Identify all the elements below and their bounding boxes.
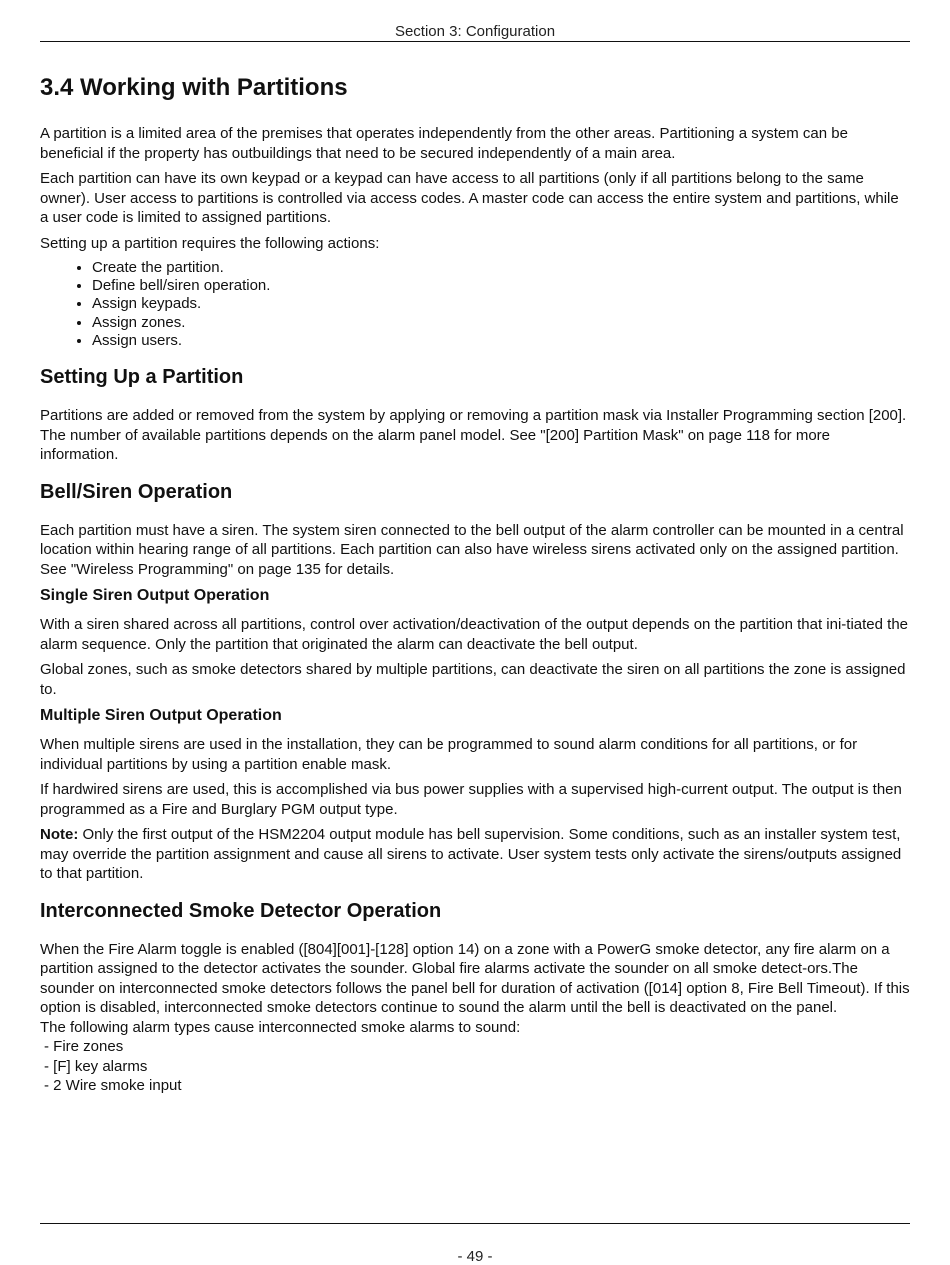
minor-heading: Single Siren Output Operation [40,587,270,605]
list-item: • Assign users. [92,332,910,350]
minor-heading: Multiple Siren Output Operation [40,707,282,725]
paragraph: A partition is a limited area of the premises that operates independently from the other areas. Partitioning a system can be beneficial if the property has outbuildings that need to be secured independently of a main area. [40,125,848,162]
paragraph: Each partition can have its own keypad or a keypad can have access to all partitions (only if all partitions belong to the same owner). User access to partitions is controlled via access codes. A master code can access the entire system and partitions, while a user code is limited to assigned partitions. [40,170,899,226]
paragraph: Each partition must have a siren. The system siren connected to the bell output of the alarm controller can be mounted in a central location within hearing range of all partitions. Each partition can also have wireless sirens activated only on the assigned partition. See "Wireless Programming" on page 135 for details. [40,521,904,578]
header-rule [40,41,910,42]
paragraph: If hardwired sirens are used, this is accomplished via bus power supplies with a supervised high-current output. The output is then programmed as a Fire and Burglary PGM output type. [40,781,902,818]
paragraph: Global zones, such as smoke detectors shared by multiple partitions, can deactivate the siren on all partitions the zone is assigned to. [40,661,906,698]
page-content [40,72,910,1096]
section-title: 3.4 Working with Partitions [40,74,348,101]
page-number: - 49 - [457,1248,493,1265]
note-paragraph [40,825,910,884]
list-item: - 2 Wire smoke input [44,1077,182,1095]
list-item: • Define bell/siren operation. [92,277,910,295]
note-label: Note: [40,826,79,844]
paragraph: Setting up a partition requires the following actions: [40,234,380,252]
subsection-title: Bell/Siren Operation [40,480,233,503]
list-item: - [F] key alarms [44,1057,148,1075]
paragraph: When the Fire Alarm toggle is enabled ([804][001]-[128] option 14) on a zone with a PowerG smoke detector, any fire alarm on a partition assigned to the detector activates the sounder. Global fire alarms activate the sounder on all smoke detect-ors.The sounder on interconnected smoke detectors follows the panel bell for duration of activation ([014] option 8, Fire Bell Timeout). If this option is disabled, interconnected smoke detectors continue to sound the alarm until the bell is deactivated on the panel. [40,940,910,1017]
paragraph: Partitions are added or removed from the system by applying or removing a partition mask via Installer Programming section [200]. The number of available partitions depends on the alarm panel model. See "[200] Partition Mask" on page 118 for more information. [40,407,907,464]
list-item: • Assign keypads. [92,295,910,313]
subsection-title: Interconnected Smoke Detector Operation [40,899,442,922]
list-item: • Assign zones. [92,314,910,332]
list-item: - Fire zones [44,1038,124,1056]
paragraph: The following alarm types cause interconnected smoke alarms to sound: [40,1018,521,1036]
list-item: • Create the partition. [92,259,910,277]
paragraph: When multiple sirens are used in the installation, they can be programmed to sound alarm conditions for all partitions, or for individual partitions by using a partition enable mask. [40,736,858,773]
actions-list [40,259,910,350]
alarm-types-list [40,1037,910,1096]
subsection-title: Setting Up a Partition [40,366,244,389]
footer-rule [40,1223,910,1224]
note-text: Only the first output of the HSM2204 output module has bell supervision. Some conditions, such as an installer system test, may override the partition assignment and cause all sirens to activate. User system tests only activate the sirens/outputs assigned to that partition. [40,826,902,883]
paragraph: With a siren shared across all partitions, control over activation/deactivation of the output depends on the partition that ini-tiated the alarm sequence. Only the partition that originated the alarm can deactivate the bell output. [40,616,909,653]
running-head: Section 3: Configuration [394,23,556,40]
